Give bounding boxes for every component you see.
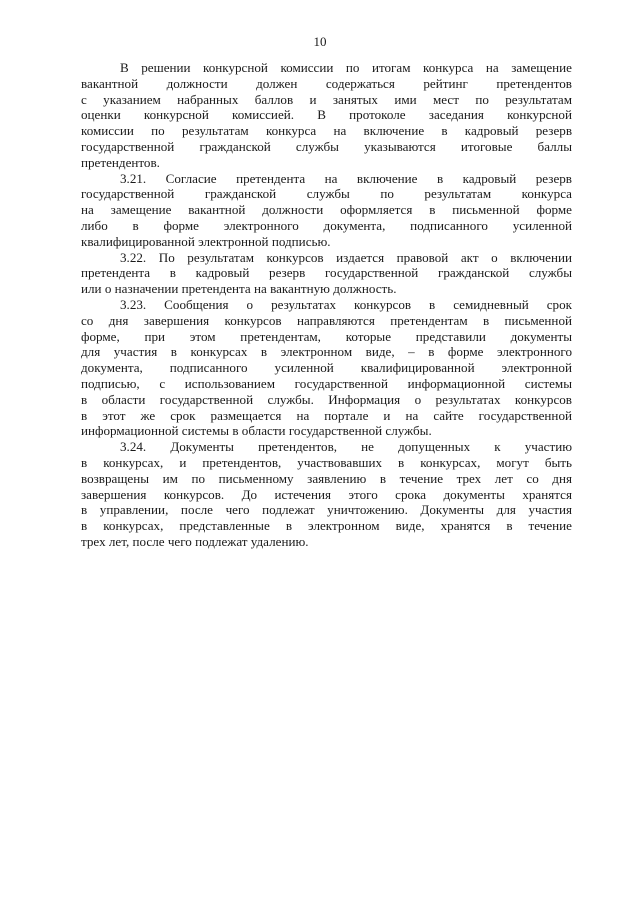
- text-line: со дня завершения конкурсов направляются претендентам в письменной: [81, 312, 572, 328]
- text-line: комиссии по результатам конкурса на включение в кадровый резерв: [81, 123, 572, 139]
- paragraph-4: [81, 297, 572, 439]
- text-line: с указанием набранных баллов и занятых ими мест по результатам: [81, 91, 572, 107]
- paragraph-1: [81, 60, 572, 171]
- text-line: информационной системы в области государственной службы.: [81, 423, 432, 439]
- text-line: В решении конкурсной комиссии по итогам конкурса на замещение: [120, 60, 572, 75]
- text-line: претендентов.: [81, 154, 160, 170]
- paragraph-5: [81, 439, 572, 550]
- text-line: возвращены им по письменному заявлению в течение трех лет со дня: [81, 470, 572, 486]
- text-line: подписью, с использованием государственной информационной системы: [81, 375, 572, 391]
- text-line: 3.21. Согласие претендента на включение в кадровый резерв: [120, 170, 572, 186]
- text-line: либо в форме электронного документа, подписанного усиленной: [81, 217, 572, 233]
- paragraph-2: [81, 171, 572, 250]
- text-line: для участия в конкурсах в электронном виде, – в форме электронного: [81, 344, 572, 360]
- text-line: в конкурсах, представленные в электронном виде, хранятся в течение: [81, 518, 572, 534]
- text-line: квалифицированной электронной подписью.: [81, 233, 331, 249]
- text-line: на замещение вакантной должности оформляется в письменной форме: [81, 202, 572, 218]
- text-line: в конкурсах, и претендентов, участвовавших в конкурсах, могут быть: [81, 454, 572, 470]
- text-line: или о назначении претендента на вакантную должность.: [81, 281, 397, 297]
- document-body: [81, 60, 572, 550]
- paragraph-3: [81, 250, 572, 297]
- text-line: государственной гражданской службы по результатам конкурса: [81, 186, 572, 202]
- text-line: оценки конкурсной комиссией. В протоколе заседания конкурсной: [81, 107, 572, 123]
- text-line: в этот же срок размещается на портале и на сайте государственной: [81, 407, 572, 423]
- page-number: 10: [313, 34, 327, 49]
- text-line: документа, подписанного усиленной квалифицированной электронной: [81, 360, 572, 376]
- text-line: государственной гражданской службы указываются итоговые баллы: [81, 138, 572, 154]
- text-line: 3.24. Документы претендентов, не допущенных к участию: [120, 439, 572, 455]
- text-line: в управлении, после чего подлежат уничтожению. Документы для участия: [81, 502, 572, 518]
- text-line: претендента в кадровый резерв государственной гражданской службы: [81, 265, 572, 281]
- text-line: 3.22. По результатам конкурсов издается правовой акт о включении: [120, 249, 572, 265]
- text-line: трех лет, после чего подлежат удалению.: [81, 533, 309, 549]
- text-line: 3.23. Сообщения о результатах конкурсов в семидневный срок: [120, 296, 572, 312]
- text-line: в области государственной службы. Информация о результатах конкурсов: [81, 391, 572, 407]
- text-line: форме, при этом претендентам, которые представили документы: [81, 328, 572, 344]
- text-line: вакантной должности должен содержаться рейтинг претендентов: [81, 75, 572, 91]
- text-line: завершения конкурсов. До истечения этого срока документы хранятся: [81, 486, 572, 502]
